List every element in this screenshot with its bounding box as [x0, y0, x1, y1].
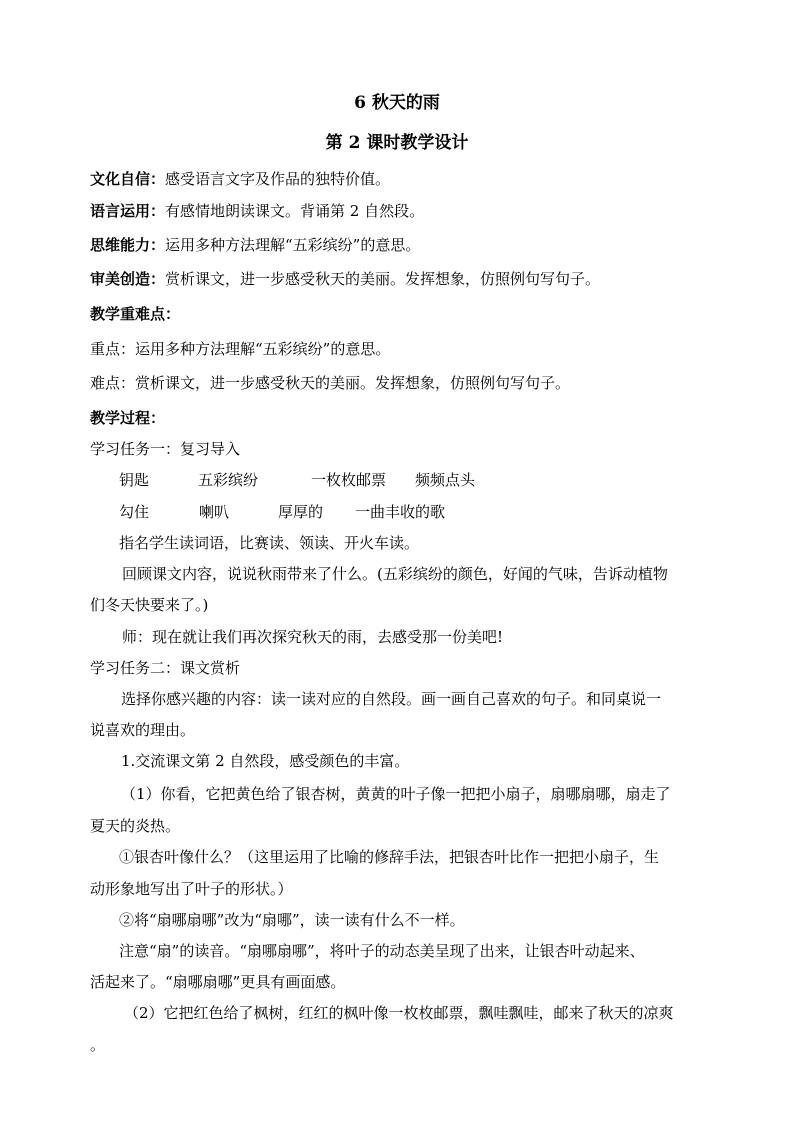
goal-label: 文化自信： — [90, 170, 166, 188]
process-heading: 教学过程： — [90, 409, 166, 427]
lesson-title: 6 秋天的雨 — [354, 93, 440, 113]
paragraph-q1-line-2: 动形象地写出了叶子的形状。） — [90, 880, 293, 898]
goal-language — [90, 201, 424, 221]
goal-text: 有感情地朗读课文。背诵第 2 自然段。 — [165, 202, 425, 220]
paragraph-note-line-1: 注意“扇”的读音。“扇哪扇哪”，将叶子的动态美呈现了出来，让银杏叶动起来、 — [119, 942, 645, 960]
word: 勾住 — [119, 503, 150, 521]
goal-label: 思维能力： — [90, 236, 166, 254]
task1-heading: 学习任务一：复习导入 — [90, 440, 241, 458]
paragraph-choose-line-2: 说喜欢的理由。 — [90, 721, 196, 739]
goal-label: 审美创造： — [90, 270, 166, 288]
paragraph-sub2-line-1: （2）它把红色给了枫树，红红的枫叶像一枚枚邮票，飘哇飘哇，邮来了秋天的凉爽 — [124, 1004, 674, 1022]
paragraph-review-line-1: 回顾课文内容，说说秋雨带来了什么。(五彩缤纷的颜色，好闻的气味，告诉动植物 — [122, 565, 668, 583]
word: 一曲丰收的歌 — [355, 503, 446, 521]
key-point: 重点：运用多种方法理解“五彩缤纷”的意思。 — [90, 340, 391, 358]
paragraph-sub1-line-1: （1）你看，它把黄色给了银杏树，黄黄的叶子像一把把小扇子，扇哪扇哪，扇走了 — [121, 785, 671, 803]
paragraph-q1-line-1: ①银杏叶像什么？（这里运用了比喻的修辞手法，把银杏叶比作一把把小扇子，生 — [119, 848, 660, 866]
paragraph-sub2-line-2: 。 — [90, 1036, 106, 1054]
word: 钥匙 — [119, 471, 150, 489]
word: 五彩缤纷 — [198, 471, 259, 489]
paragraph-read-words: 指名学生读词语，比赛读、领读、开火车读。 — [119, 534, 420, 552]
paragraph-q2: ②将“扇哪扇哪”改为“扇哪”，读一读有什么不一样。 — [119, 911, 465, 929]
goal-text: 运用多种方法理解“五彩缤纷”的意思。 — [165, 236, 421, 254]
paragraph-item-1: 1.交流课文第 2 自然段，感受颜色的丰富。 — [121, 752, 410, 770]
word: 厚厚的 — [278, 503, 324, 521]
paragraph-choose-line-1: 选择你感兴趣的内容：读一读对应的自然段。画一画自己喜欢的句子。和同桌说一 — [121, 690, 662, 708]
goal-text: 赏析课文，进一步感受秋天的美丽。发挥想象，仿照例句写句子。 — [165, 270, 601, 288]
paragraph-teacher: 师：现在就让我们再次探究秋天的雨，去感受那一份美吧! — [122, 628, 504, 646]
lesson-subtitle: 第 2 课时教学设计 — [325, 133, 469, 153]
key-heading: 教学重难点： — [90, 305, 181, 323]
paragraph-review-line-2: 们冬天快要来了。) — [90, 596, 209, 614]
word: 频频点头 — [415, 471, 476, 489]
goal-label: 语言运用： — [90, 202, 166, 220]
task2-heading: 学习任务二：课文赏析 — [90, 659, 241, 677]
goal-thinking — [90, 235, 420, 255]
word: 一枚枚邮票 — [311, 471, 387, 489]
word-row-2 — [119, 502, 445, 522]
goal-text: 感受语言文字及作品的独特价值。 — [165, 170, 391, 188]
word: 喇叭 — [199, 503, 230, 521]
paragraph-sub1-line-2: 夏天的炎热。 — [90, 817, 181, 835]
word-row-1 — [119, 470, 475, 490]
difficult-point: 难点：赏析课文，进一步感受秋天的美丽。发挥想象，仿照例句写句子。 — [90, 374, 571, 392]
goal-culture — [90, 169, 390, 189]
goal-aesthetic — [90, 269, 600, 289]
paragraph-note-line-2: 活起来了。“扇哪扇哪”更具有画面感。 — [90, 973, 346, 991]
